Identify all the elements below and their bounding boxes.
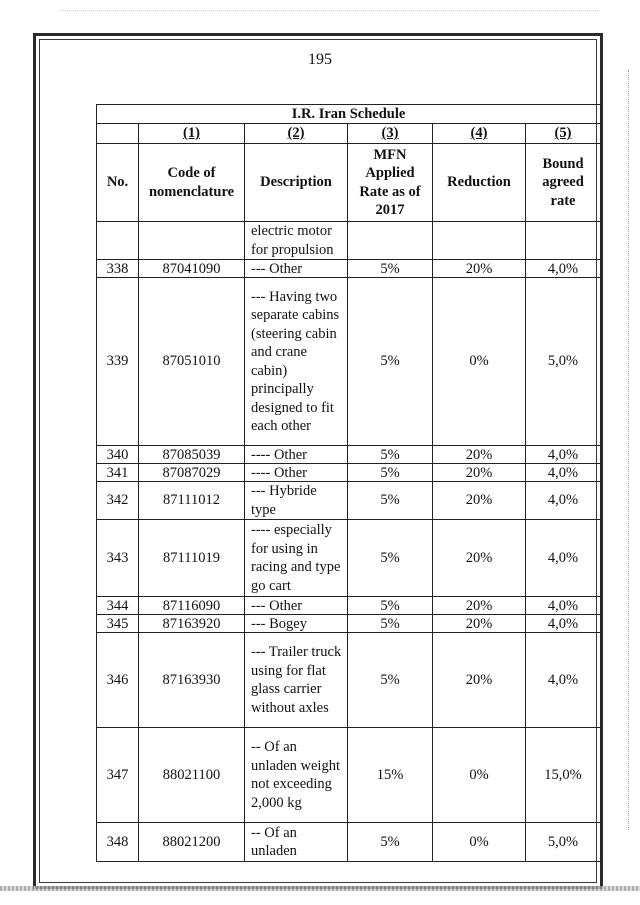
cell-mfn: 5% bbox=[348, 615, 433, 633]
cell-mfn bbox=[348, 222, 433, 260]
header-description: Description bbox=[245, 144, 348, 222]
cell-description: electric motor for propulsion bbox=[245, 222, 348, 260]
cell-description: --- Hybride type bbox=[245, 482, 348, 520]
cell-bound: 15,0% bbox=[526, 728, 601, 823]
cell-reduction: 20% bbox=[433, 615, 526, 633]
table-row bbox=[97, 260, 601, 278]
cell-no: 338 bbox=[97, 260, 139, 278]
cell-mfn: 5% bbox=[348, 823, 433, 862]
cell-description: --- Trailer truck using for flat glass carrier without axles bbox=[245, 633, 348, 728]
cell-description: --- Having two separate cabins (steering cabin and crane cabin) principally designed to fit each other bbox=[245, 278, 348, 446]
cell-mfn: 5% bbox=[348, 464, 433, 482]
cell-code: 87087029 bbox=[139, 464, 245, 482]
cell-no: 345 bbox=[97, 615, 139, 633]
cell-code: 87116090 bbox=[139, 597, 245, 615]
cell-description: --- Other bbox=[245, 260, 348, 278]
cell-description: --- Bogey bbox=[245, 615, 348, 633]
table-row-continuation bbox=[97, 222, 601, 260]
cell-bound: 4,0% bbox=[526, 446, 601, 464]
cell-description: ---- Other bbox=[245, 446, 348, 464]
column-number-blank bbox=[97, 124, 139, 144]
scan-noise-top bbox=[60, 10, 600, 13]
cell-mfn: 5% bbox=[348, 482, 433, 520]
cell-mfn: 5% bbox=[348, 597, 433, 615]
cell-mfn: 5% bbox=[348, 278, 433, 446]
cell-code: 87041090 bbox=[139, 260, 245, 278]
cell-no: 341 bbox=[97, 464, 139, 482]
cell-bound: 4,0% bbox=[526, 520, 601, 597]
table-row bbox=[97, 823, 601, 862]
table-row bbox=[97, 446, 601, 464]
header-reduction: Reduction bbox=[433, 144, 526, 222]
cell-no: 339 bbox=[97, 278, 139, 446]
table-row bbox=[97, 278, 601, 446]
cell-reduction: 20% bbox=[433, 446, 526, 464]
cell-description: --- Other bbox=[245, 597, 348, 615]
cell-no: 348 bbox=[97, 823, 139, 862]
cell-bound: 5,0% bbox=[526, 823, 601, 862]
cell-description: -- Of an unladen weight not exceeding 2,000 kg bbox=[245, 728, 348, 823]
cell-mfn: 15% bbox=[348, 728, 433, 823]
cell-reduction: 20% bbox=[433, 464, 526, 482]
cell-description: ---- Other bbox=[245, 464, 348, 482]
cell-description: ---- especially for using in racing and type go cart bbox=[245, 520, 348, 597]
cell-mfn: 5% bbox=[348, 446, 433, 464]
table-row bbox=[97, 633, 601, 728]
cell-bound: 4,0% bbox=[526, 464, 601, 482]
cell-no: 346 bbox=[97, 633, 139, 728]
cell-reduction: 0% bbox=[433, 278, 526, 446]
cell-reduction bbox=[433, 222, 526, 260]
cell-code: 87085039 bbox=[139, 446, 245, 464]
header-mfn-rate: MFN Applied Rate as of 2017 bbox=[348, 144, 433, 222]
cell-no bbox=[97, 222, 139, 260]
header-code: Code of nomenclature bbox=[139, 144, 245, 222]
table-title: I.R. Iran Schedule bbox=[97, 105, 601, 124]
column-number-5: (5) bbox=[526, 124, 601, 144]
cell-mfn: 5% bbox=[348, 520, 433, 597]
cell-bound: 4,0% bbox=[526, 260, 601, 278]
cell-no: 340 bbox=[97, 446, 139, 464]
cell-code bbox=[139, 222, 245, 260]
cell-bound: 4,0% bbox=[526, 633, 601, 728]
cell-bound: 5,0% bbox=[526, 278, 601, 446]
cell-code: 87051010 bbox=[139, 278, 245, 446]
cell-code: 87163920 bbox=[139, 615, 245, 633]
header-no: No. bbox=[97, 144, 139, 222]
cell-reduction: 0% bbox=[433, 823, 526, 862]
cell-mfn: 5% bbox=[348, 260, 433, 278]
page-number: 195 bbox=[308, 51, 332, 68]
table-row bbox=[97, 728, 601, 823]
cell-code: 88021100 bbox=[139, 728, 245, 823]
cell-reduction: 20% bbox=[433, 260, 526, 278]
scan-edge-right bbox=[628, 70, 630, 830]
column-number-2: (2) bbox=[245, 124, 348, 144]
cell-no: 342 bbox=[97, 482, 139, 520]
cell-code: 87111019 bbox=[139, 520, 245, 597]
scan-strip-bottom bbox=[0, 886, 640, 891]
table-row bbox=[97, 482, 601, 520]
cell-code: 88021200 bbox=[139, 823, 245, 862]
cell-no: 347 bbox=[97, 728, 139, 823]
table-row bbox=[97, 615, 601, 633]
cell-reduction: 20% bbox=[433, 482, 526, 520]
tariff-schedule-table bbox=[96, 104, 601, 862]
cell-reduction: 0% bbox=[433, 728, 526, 823]
cell-bound: 4,0% bbox=[526, 482, 601, 520]
column-number-3: (3) bbox=[348, 124, 433, 144]
cell-description: -- Of an unladen bbox=[245, 823, 348, 862]
cell-reduction: 20% bbox=[433, 633, 526, 728]
cell-bound: 4,0% bbox=[526, 615, 601, 633]
header-bound-rate: Bound agreed rate bbox=[526, 144, 601, 222]
cell-reduction: 20% bbox=[433, 597, 526, 615]
cell-reduction: 20% bbox=[433, 520, 526, 597]
cell-bound: 4,0% bbox=[526, 597, 601, 615]
table-row bbox=[97, 520, 601, 597]
table-row bbox=[97, 597, 601, 615]
cell-mfn: 5% bbox=[348, 633, 433, 728]
cell-bound bbox=[526, 222, 601, 260]
cell-no: 343 bbox=[97, 520, 139, 597]
column-number-4: (4) bbox=[433, 124, 526, 144]
cell-no: 344 bbox=[97, 597, 139, 615]
cell-code: 87163930 bbox=[139, 633, 245, 728]
cell-code: 87111012 bbox=[139, 482, 245, 520]
table-row bbox=[97, 464, 601, 482]
column-number-1: (1) bbox=[139, 124, 245, 144]
